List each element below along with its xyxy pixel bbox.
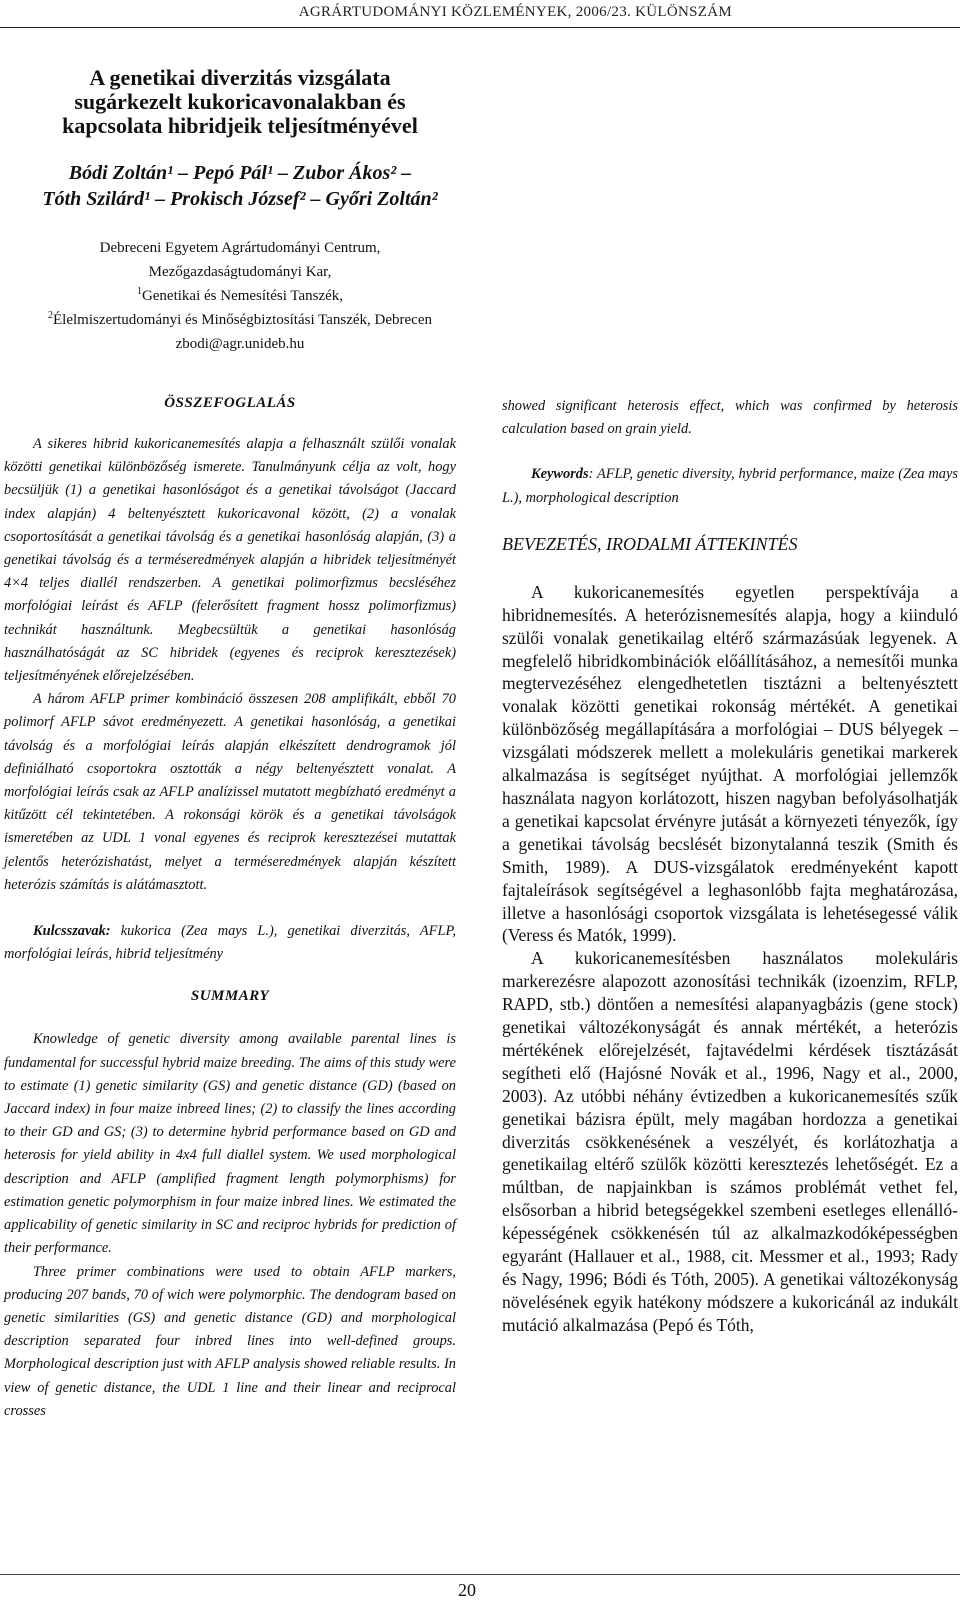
- authors-line-1: Bódi Zoltán¹ – Pepó Pál¹ – Zubor Ákos² –: [68, 162, 412, 184]
- title-line: A genetikai diverzitás vizsgálata: [89, 65, 391, 90]
- osszefoglalas-heading: ÖSSZEFOGLALÁS: [164, 395, 296, 411]
- affiliation-line: [0, 308, 480, 332]
- summary-heading: SUMMARY: [190, 988, 270, 1005]
- footer-rule: [0, 1574, 960, 1575]
- left-column: [4, 395, 456, 1423]
- title-line: sugárkezelt kukoricavonalakban és: [74, 89, 406, 114]
- bevezetes-heading: BEVEZETÉS, IRODALMI ÁTTEKINTÉS: [502, 533, 798, 554]
- affiliation-dept: Genetikai és Nemesítési Tanszék,: [141, 288, 344, 304]
- osszefoglalas-paragraph: A három AFLP primer kombináció összesen 208 amplifikált, ebből 70 polimorf AFLP sávot eredményezett. A genetikai hasonlóság, a genetikai távolság és a morfológiai leírás alapján elkészített dendrogramok jól definiálható csoportokra osztották a négy beltenyésztett vonalat. A morfológiai leírás csak az AFLP analízissel mutatott megbízható eredményt a kitűzött cél tekintetében. A rokonsági körök és a genetikai távolságok ismeretében az UDL 1 vonal egyenes és reciprok keresztezései mutattak jelentős heterózishatást, melyet a terméseredmények alapján készített heterózis számítás is alátámasztott.: [4, 691, 456, 893]
- summary-paragraph: Three primer combinations were used to obtain AFLP markers, producing 207 bands, 70 of wich were polymorphic. The dendogram based on genetic similarities (GS) and genetic distance (GD) and morphological description separated four inbred lines into well-defined groups. Morphological description just with AFLP analysis showed reliable results. In view of genetic distance, the UDL 1 line and their linear and reciprocal crosses: [4, 1263, 456, 1419]
- affiliation-line: Mezőgazdaságtudományi Kar,: [148, 264, 332, 280]
- paper-title: [0, 66, 480, 138]
- running-header: [0, 0, 960, 30]
- bevezetes-paragraph: A kukoricanemesítés egyetlen perspektívája a hibridnemesítés. A heterózisnemesítés alapja, hogy a kiinduló szülői vonalak genetikailag eltérő származásúak legyenek. A megfelelő hibridkombinációk előállításához, a nemesítői munka megtervezéséhez elengedhetetlen tisztázni a beltenyésztett vonalak közötti genetikai rokonság mértékét. A genetikai különbözőség megállapítására a morfológiai – DUS bélyegek – vizsgálati módszerek mellett a molekuláris genetikai markerek alkalmazása is segítséget nyújthat. A morfológiai jellemzők használata nagyon korlátozott, hiszen nagyban befolyásolhatják a genetikai kapcsolat érvényre jutását a környezeti tényezők, így a genetikai távolság becslését bizonytalanná teszik (Smith és Smith, 1989). A DUS-vizsgálatok eredményeként kapott fajtaleírások segítségével a leghasonlóbb fajta meghatározása, illetve a hasonlósági csoportok vizsgálata is lehetésegessé válik (Veress és Matók, 1999).: [502, 581, 958, 946]
- kulcsszavak-text: kukorica (Zea mays L.), genetikai diverzitás, AFLP, morfológiai leírás, hibrid teljesítmény: [4, 923, 456, 963]
- keywords-text: : AFLP, genetic diversity, hybrid performance, maize (Zea mays L.), morphological description: [502, 466, 958, 506]
- affiliation-dept: Élelmiszertudományi és Minőségbiztosítási Tanszék, Debrecen: [53, 312, 432, 328]
- summary-paragraph: Knowledge of genetic diversity among available parental lines is fundamental for successful hybrid maize breeding. The aims of this study were to estimate (1) genetic similarity (GS) and genetic distance (GD) (based on Jaccard index) in four maize inbreed lines; (2) to classify the lines according to their GD and GS; (3) to determine hybrid performance based on GD and heterosis for yield ability in 4x4 full diallel system. We used morphological description and AFLP (amplified fragment length polymorphisms) for estimation genetic polymorphism in four maize inbred lines. We estimated the applicability of genetic similarity in SC and reciproc hybrids for prediction of their performance.: [4, 1031, 456, 1257]
- affiliation-line: Debreceni Egyetem Agrártudományi Centrum,: [99, 240, 381, 256]
- footnote-marker: 2: [48, 310, 53, 321]
- bevezetes-paragraph: A kukoricanemesítésben használatos molekuláris markerezésre alapozott azonosítási technikák (izoenzim, RFLP, RAPD, stb.) döntően a nemesítési alapanyagbázis (gene stock) genetikai változékonyságát és annak mértékét, a heterózis mértékének előrejelzését, fajtavédelmi kérdések tisztázását segítheti elő (Hajósné Novák et al., 1996, Nagy et al., 2000, 2003). Az utóbbi néhány évtizedben a kukoricanemesítés szűk genetikai bázisra épült, mely magában hordozza a genetikai diverzitás csökkenésének a veszélyét, és korlátozhatja a genetikailag eltérő szülők közötti keresztezés lehetőségét. Ez a múltban, de napjainkban is számos problémát vethet fel, elsősorban a hibrid betegségekkel szembeni esetleges ellenálló-képességének csökkenésén túl az alkalmazkodóképességben egyaránt (Hallauer et al., 1988, cit. Messmer et al., 1993; Rady és Nagy, 1996; Bódi és Tóth, 2005). A genetikai változékonyság növelésének egyik hatékony módszere a kukoricánál az indukált mutáció alkalmazása (Pepó és Tóth,: [502, 948, 958, 1335]
- right-column: [502, 395, 958, 1337]
- keywords-label: Keywords: [531, 466, 589, 483]
- author-email[interactable]: zbodi@agr.unideb.hu: [175, 336, 305, 352]
- footnote-marker: 1: [136, 286, 142, 297]
- title-line: kapcsolata hibridjeik teljesítményével: [62, 113, 418, 138]
- author-list: [0, 160, 480, 212]
- kulcsszavak-label: Kulcsszavak:: [33, 923, 111, 940]
- page-number: 20: [458, 1580, 476, 1600]
- header-rule: [0, 27, 960, 28]
- authors-line-2: Tóth Szilárd¹ – Prokisch József² – Győri Zoltán²: [42, 188, 438, 210]
- affiliation: [0, 236, 480, 356]
- affiliation-line: [0, 284, 480, 308]
- kulcsszavak: [4, 920, 456, 966]
- journal-name: AGRÁRTUDOMÁNYI KÖZLEMÉNYEK, 2006/23. KÜLÖNSZÁM: [298, 4, 732, 20]
- keywords: [502, 463, 958, 509]
- osszefoglalas-paragraph: A sikeres hibrid kukoricanemesítés alapja a felhasznált szülői vonalak közötti genetikai különbözőség ismerete. Tanulmányunk célja az volt, hogy becsüljük (1) a genetikai hasonlóságot és a genetikai távolságot (Jaccard index alapján) 4 beltenyésztett kukoricavonal között, (2) a vonalak csoportosítását a genetikai távolság és a genetikai hasonlóság alapján, (3) a genetikai távolság és a terméseredmények alapján a hibridek teljesítményét 4×4 teljes diallél rendszerben. A genetikai polimorfizmus becsléséhez morfológiai leírást és AFLP (felerősített fragment hossz polimorfizmus) technikát használtunk. Megbecsültük a genetikai hasonlóság használhatóságát az SC hibridek (egyenes és reciprok keresztezések) teljesítményének előrejelzésében.: [4, 436, 456, 685]
- summary-continuation: showed significant heterosis effect, which was confirmed by heterosis calculation based on grain yield.: [502, 398, 958, 438]
